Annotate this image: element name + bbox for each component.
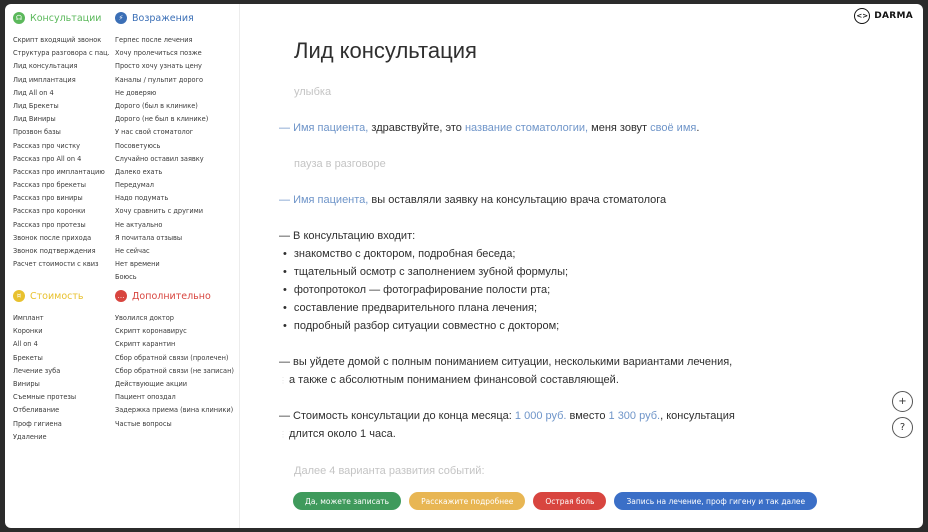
price-new: 1 000 руб. <box>514 410 567 422</box>
sidebar-item[interactable]: Виниры <box>13 379 40 388</box>
section-additional <box>115 288 234 431</box>
price-line-2 <box>279 425 396 444</box>
dash: — <box>279 194 294 206</box>
sidebar-item[interactable]: Структура разговора с пац. <box>13 49 110 58</box>
menu-list <box>13 34 110 271</box>
sidebar-item[interactable]: Брекеты <box>13 353 43 362</box>
clinic-name-placeholder: название стоматологии, <box>464 122 589 134</box>
own-name-placeholder: своё имя <box>650 122 697 134</box>
sidebar-item[interactable]: Частые вопросы <box>115 419 172 428</box>
section-header-consultations[interactable] <box>13 10 110 26</box>
includes-heading: — В консультацию входит: <box>279 230 416 242</box>
sidebar-item[interactable]: Передумал <box>115 181 154 190</box>
sidebar-item[interactable]: Уволился доктор <box>115 314 174 322</box>
sidebar-item[interactable]: Пациент опоздал <box>115 393 176 402</box>
sidebar-item[interactable]: Звонок после прихода <box>13 233 92 242</box>
sidebar-item[interactable]: Съемные протезы <box>13 393 77 402</box>
sidebar-item[interactable]: Не актуально <box>115 220 163 229</box>
price-line <box>279 407 735 425</box>
sidebar-item[interactable]: All on 4 <box>13 340 38 349</box>
sidebar-item[interactable]: Посоветуюсь <box>115 141 161 150</box>
sidebar-item[interactable]: Далеко ехать <box>115 167 163 176</box>
sidebar-item[interactable]: Рассказ про брекеты <box>13 181 86 190</box>
list-item: • составление предварительного плана лечения; <box>283 299 537 317</box>
sidebar-item[interactable]: Нет времени <box>115 260 160 269</box>
sidebar-item[interactable]: Отбеливание <box>13 406 60 415</box>
text: здравствуйте, это <box>368 122 465 134</box>
price-old: 1 300 руб. <box>608 410 661 422</box>
text: — Стоимость консультации до конца месяца: <box>279 410 515 422</box>
leave-line-2 <box>279 371 619 390</box>
sidebar-item[interactable]: Лид All on 4 <box>13 88 54 97</box>
sidebar-item[interactable]: Действующие акции <box>115 379 188 388</box>
dash: — <box>279 122 294 134</box>
sidebar-item[interactable]: Расчет стоимости с квиз <box>13 260 99 269</box>
list-item: • знакомство с доктором, подробная беседа; <box>283 245 515 263</box>
sidebar-item[interactable]: Рассказ про имплантацию <box>13 167 105 176</box>
sidebar-item[interactable]: Лид консультация <box>13 62 78 71</box>
sidebar-item[interactable]: Проф гигиена <box>13 419 62 428</box>
sidebar-item[interactable]: Лид имплантация <box>13 75 76 84</box>
sidebar-item[interactable]: Звонок подтверждения <box>13 247 96 255</box>
section-header-additional[interactable] <box>115 288 234 304</box>
logo-text: DARMA <box>874 11 913 21</box>
menu-list <box>13 312 84 444</box>
sidebar-item[interactable]: Лечение зуба <box>13 366 61 375</box>
sidebar-item[interactable]: Рассказ про коронки <box>13 207 86 216</box>
sidebar-item[interactable]: Сбор обратной связи (не записан) <box>115 366 234 375</box>
text: вместо <box>566 410 609 422</box>
request-line <box>279 191 666 209</box>
sidebar-item[interactable]: Просто хочу узнать цену <box>115 62 202 71</box>
sidebar-item[interactable]: Хочу сравнить с другими <box>115 207 203 216</box>
sidebar-item[interactable]: Задержка приема (вина клиники) <box>115 406 234 415</box>
sidebar-item[interactable]: Надо подумать <box>115 194 169 203</box>
sidebar-item[interactable]: Не доверяю <box>115 88 157 97</box>
section-objections <box>115 10 208 285</box>
sidebar-item[interactable]: Лид Виниры <box>13 115 56 124</box>
answer-button-yes[interactable]: Да, можете записать <box>293 492 401 510</box>
text: меня зовут <box>588 122 651 134</box>
drag-handle-icon[interactable]: ⋮⋮ <box>279 430 293 439</box>
text: а также с абсолютным пониманием финансовой составляющей. <box>289 374 619 386</box>
menu-list <box>115 34 208 285</box>
sidebar-item[interactable]: Удаление <box>13 432 47 441</box>
drag-handle-icon[interactable]: ⋮⋮ <box>279 376 293 385</box>
list-item: • тщательный осмотр с заполнением зубной формулы; <box>283 263 568 281</box>
menu-list <box>115 312 234 431</box>
lightning-icon: ⚡ <box>115 12 127 24</box>
sidebar-item[interactable]: Прозвон базы <box>13 128 61 137</box>
section-title: Стоимость <box>30 290 84 302</box>
patient-name-placeholder: Имя пациента, <box>293 122 369 134</box>
headset-icon: ☊ <box>13 12 25 24</box>
sidebar-item[interactable]: Рассказ про виниры <box>13 194 83 203</box>
app-window <box>5 4 923 528</box>
section-consultations <box>13 10 110 271</box>
answer-button-details[interactable]: Расскажите подробнее <box>409 492 525 510</box>
hint-pause: пауза в разговоре <box>294 158 386 170</box>
add-button[interactable]: + <box>892 391 913 412</box>
text: вы оставляли заявку на консультацию врача стоматолога <box>368 194 667 206</box>
sidebar-item[interactable]: Сбор обратной связи (пролечен) <box>115 353 229 362</box>
sidebar-item[interactable]: Не сейчас <box>115 247 150 255</box>
section-title: Дополнительно <box>132 290 211 302</box>
section-cost <box>13 288 84 444</box>
logo-mark-icon: <> <box>854 8 870 24</box>
sidebar-item[interactable]: Каналы / пульпит дорого <box>115 75 204 84</box>
sidebar-item[interactable]: Боюсь <box>115 273 137 282</box>
sidebar-item[interactable]: Хочу пролечиться позже <box>115 49 202 58</box>
section-title: Консультации <box>30 12 102 24</box>
help-button[interactable]: ? <box>892 417 913 438</box>
section-title: Возражения <box>132 12 194 24</box>
answer-button-treatment[interactable]: Запись на лечение, проф гигену и так далее <box>614 492 817 510</box>
sidebar-item[interactable]: Имплант <box>13 314 44 322</box>
text: , консультация <box>660 410 735 422</box>
sidebar-item[interactable]: Рассказ про протезы <box>13 220 86 229</box>
sidebar-item[interactable]: Дорого (не был в клинике) <box>115 115 209 124</box>
sidebar-item[interactable]: Лид Брекеты <box>13 101 59 110</box>
sidebar-item[interactable]: У нас свой стоматолог <box>115 128 194 137</box>
coin-icon: ¤ <box>13 290 25 302</box>
sidebar <box>5 4 240 528</box>
sidebar-item[interactable]: Дорого (был в клинике) <box>115 101 198 110</box>
chat-icon: … <box>115 290 127 302</box>
list-item: • подробный разбор ситуации совместно с доктором; <box>283 317 559 335</box>
sidebar-item[interactable]: Герпес после лечения <box>115 36 193 44</box>
leave-line-1: — вы уйдете домой с полным пониманием ситуации, несколькими вариантами лечения, <box>279 356 733 368</box>
page-title: Лид консультация <box>294 38 477 63</box>
section-header-objections[interactable] <box>115 10 208 26</box>
greeting-line <box>279 119 699 137</box>
sidebar-item[interactable]: Коронки <box>13 327 43 336</box>
sidebar-item[interactable]: Скрипт коронавирус <box>115 327 187 336</box>
next-hint: Далее 4 варианта развития событий: <box>294 465 485 477</box>
hint-smile: улыбка <box>294 86 332 98</box>
list-item: • фотопротокол — фотографирование полости рта; <box>283 281 550 299</box>
sidebar-item[interactable]: Случайно оставил заявку <box>115 154 204 163</box>
sidebar-item[interactable]: Скрипт входящий звонок <box>13 36 102 44</box>
sidebar-item[interactable]: Рассказ про All on 4 <box>13 154 82 163</box>
sidebar-item[interactable]: Скрипт карантин <box>115 340 176 349</box>
section-header-cost[interactable] <box>13 288 84 304</box>
sidebar-item[interactable]: Рассказ про чистку <box>13 141 81 150</box>
answer-button-pain[interactable]: Острая боль <box>533 492 606 510</box>
sidebar-item[interactable]: Я почитала отзывы <box>115 233 183 242</box>
patient-name-placeholder: Имя пациента, <box>293 194 369 206</box>
answer-buttons <box>293 492 817 510</box>
text: . <box>696 122 700 134</box>
script-content <box>239 4 923 528</box>
text: длится около 1 часа. <box>289 428 396 440</box>
